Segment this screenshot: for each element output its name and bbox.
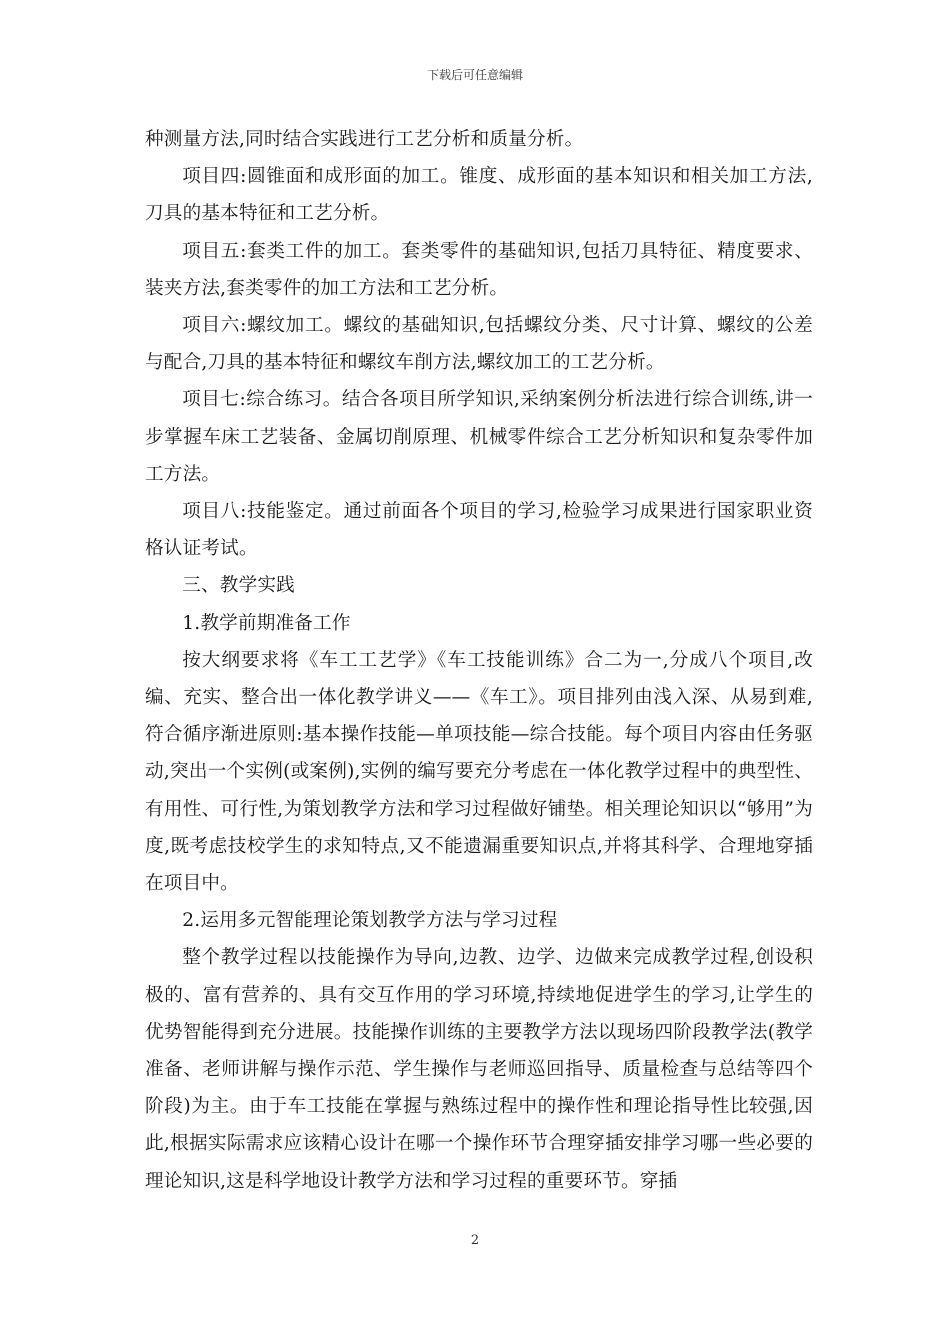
paragraph: 按大纲要求将《车工工艺学》《车工技能训练》合二为一,分成八个项目,改编、充实、整合出一体化教学讲义——《车工》。项目排列由浅入深、从易到难,符合循序渐进原则:基本操作技能—单项技能—综合技能。每个项目内容由任务驱动,突出一个实例(或案例),实例的编写要充分考虑在一体化教学过程中的典型性、有用性、可行性,为策划教学方法和学习过程做好铺垫。相关理论知识以“够用”为度,既考虑技校学生的求知特点,又不能遗漏重要知识点,并将其科学、合理地穿插在项目中。: [145, 649, 813, 895]
section-heading: 三、教学实践: [182, 575, 295, 597]
paragraph: 种测量方法,同时结合实践进行工艺分析和质量分析。: [145, 129, 584, 150]
subsection-heading: 1.教学前期准备工作: [182, 612, 351, 634]
paragraph: 项目八:技能鉴定。通过前面各个项目的学习,检验学习成果进行国家职业资格认证考试。: [145, 501, 813, 560]
paragraph: 项目七:综合练习。结合各项目所学知识,采纳案例分析法进行综合训练,讲一步掌握车床工艺装备、金属切削原理、机械零件综合工艺分析知识和复杂零件加工方法。: [145, 389, 813, 485]
paragraph: 项目六:螺纹加工。螺纹的基础知识,包括螺纹分类、尺寸计算、螺纹的公差与配合,刀具的基本特征和螺纹车削方法,螺纹加工的工艺分析。: [145, 315, 813, 374]
subsection-heading: 2.运用多元智能理论策划教学方法与学习过程: [182, 910, 558, 932]
paragraph: 整个教学过程以技能操作为导向,边教、边学、边做来完成教学过程,创设积极的、富有营养的、具有交互作用的学习环境,持续地促进学生的学习,让学生的优势智能得到充分进展。技能操作训练的主要教学方法以现场四阶段教学法(教学准备、老师讲解与操作示范、学生操作与老师巡回指导、质量检查与总结等四个阶段)为主。由于车工技能在掌握与熟练过程中的操作性和理论指导性比较强,因此,根据实际需求应该精心设计在哪一个操作环节合理穿插安排学习哪一些必要的理论知识,这是科学地设计教学方法和学习过程的重要环节。穿插: [145, 947, 813, 1192]
document-body: [145, 121, 813, 1200]
page-number: 2: [470, 1233, 480, 1248]
page-header: 下载后可任意编辑: [426, 68, 523, 82]
paragraph: 项目五:套类工件的加工。套类零件的基础知识,包括刀具特征、精度要求、装夹方法,套类零件的加工方法和工艺分析。: [145, 240, 813, 299]
paragraph: 项目四:圆锥面和成形面的加工。锥度、成形面的基本知识和相关加工方法,刀具的基本特征和工艺分析。: [145, 166, 813, 225]
